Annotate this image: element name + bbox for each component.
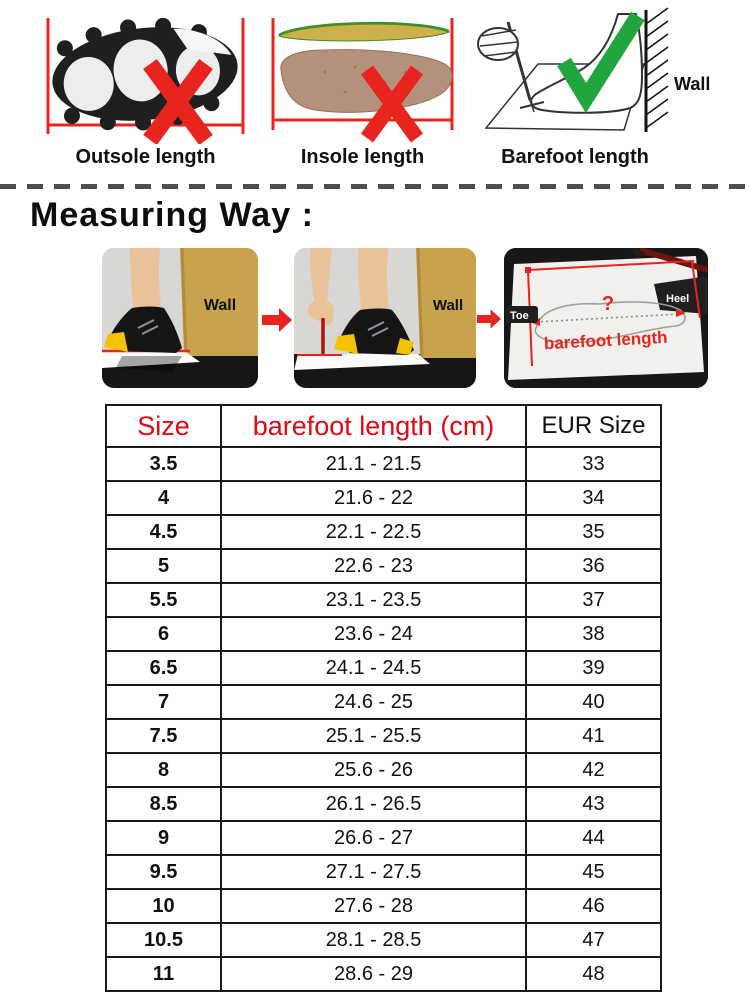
wall-label: Wall [674,74,711,94]
measuring-way-heading: Measuring Way : [30,196,314,234]
size-cell: 10.5 [106,923,221,957]
length-cell: 25.1 - 25.5 [221,719,526,753]
table-row [106,719,661,753]
outsole-illustration [28,12,263,144]
size-cell: 11 [106,957,221,991]
insole-figure [265,12,460,169]
length-cell: 22.1 - 22.5 [221,515,526,549]
eur-cell: 40 [526,685,661,719]
table-row [106,617,661,651]
insole-illustration [265,12,460,144]
table-row [106,855,661,889]
size-cell: 8.5 [106,787,221,821]
eur-cell: 37 [526,583,661,617]
measuring-photo-3 [504,248,708,388]
wall-hatching [646,8,668,128]
size-cell: 9 [106,821,221,855]
length-cell: 21.6 - 22 [221,481,526,515]
length-cell: 21.1 - 21.5 [221,447,526,481]
size-cell: 10 [106,889,221,923]
size-cell: 6.5 [106,651,221,685]
length-cell: 23.6 - 24 [221,617,526,651]
table-row [106,957,661,991]
size-table-body [106,447,661,991]
table-row [106,821,661,855]
length-cell: 26.6 - 27 [221,821,526,855]
length-cell: 24.6 - 25 [221,685,526,719]
barefoot-length-label: barefoot length [543,327,668,354]
length-cell: 27.6 - 28 [221,889,526,923]
insole-caption: Insole length [300,146,425,168]
size-cell: 5.5 [106,583,221,617]
eur-cell: 41 [526,719,661,753]
eur-cell: 39 [526,651,661,685]
barefoot-caption: Barefoot length [501,146,649,168]
eur-cell: 36 [526,549,661,583]
size-table [105,404,662,992]
table-row [106,753,661,787]
table-row [106,549,661,583]
dashed-divider [0,184,750,189]
length-cell: 28.6 - 29 [221,957,526,991]
length-cell: 24.1 - 24.5 [221,651,526,685]
size-table-container [105,404,662,992]
leg [130,248,162,314]
barefoot-illustration [472,6,734,144]
arrow-right-icon [477,308,507,332]
shoe-outsole [47,12,244,139]
leg [358,248,390,316]
length-cell: 27.1 - 27.5 [221,855,526,889]
length-cell: 23.1 - 23.5 [221,583,526,617]
length-cell: 25.6 - 26 [221,753,526,787]
header-size: Size [106,405,221,447]
eur-cell: 42 [526,753,661,787]
eur-cell: 46 [526,889,661,923]
measuring-photo-1 [102,248,258,388]
eur-cell: 47 [526,923,661,957]
outsole-caption: Outsole length [75,146,216,168]
length-cell: 26.1 - 26.5 [221,787,526,821]
size-cell: 8 [106,753,221,787]
eur-cell: 34 [526,481,661,515]
eur-cell: 45 [526,855,661,889]
size-cell: 7 [106,685,221,719]
eur-cell: 44 [526,821,661,855]
table-row [106,481,661,515]
insole-top-view [279,23,449,41]
length-cell: 22.6 - 23 [221,549,526,583]
question-mark: ? [601,293,615,315]
table-row [106,583,661,617]
table-row [106,923,661,957]
arrow-right-icon [262,308,292,332]
size-cell: 4.5 [106,515,221,549]
table-row [106,447,661,481]
eur-cell: 43 [526,787,661,821]
table-row [106,515,661,549]
wall-label: Wall [203,297,237,314]
wall-label: Wall [432,297,464,314]
size-cell: 6 [106,617,221,651]
size-cell: 9.5 [106,855,221,889]
header-eur-size: EUR Size [526,405,661,447]
eur-cell: 38 [526,617,661,651]
table-header-row [106,405,661,447]
table-row [106,787,661,821]
measuring-photo-2 [294,248,476,388]
header-barefoot-length: barefoot length (cm) [221,405,526,447]
barefoot-figure [472,6,734,169]
eur-cell: 35 [526,515,661,549]
size-cell: 4 [106,481,221,515]
size-cell: 3.5 [106,447,221,481]
size-cell: 7.5 [106,719,221,753]
heel-label: Heel [666,293,690,305]
table-row [106,651,661,685]
toe-label: Toe [510,310,529,322]
table-row [106,685,661,719]
length-cell: 28.1 - 28.5 [221,923,526,957]
eur-cell: 33 [526,447,661,481]
outsole-figure [28,12,263,169]
table-row [106,889,661,923]
eur-cell: 48 [526,957,661,991]
size-cell: 5 [106,549,221,583]
